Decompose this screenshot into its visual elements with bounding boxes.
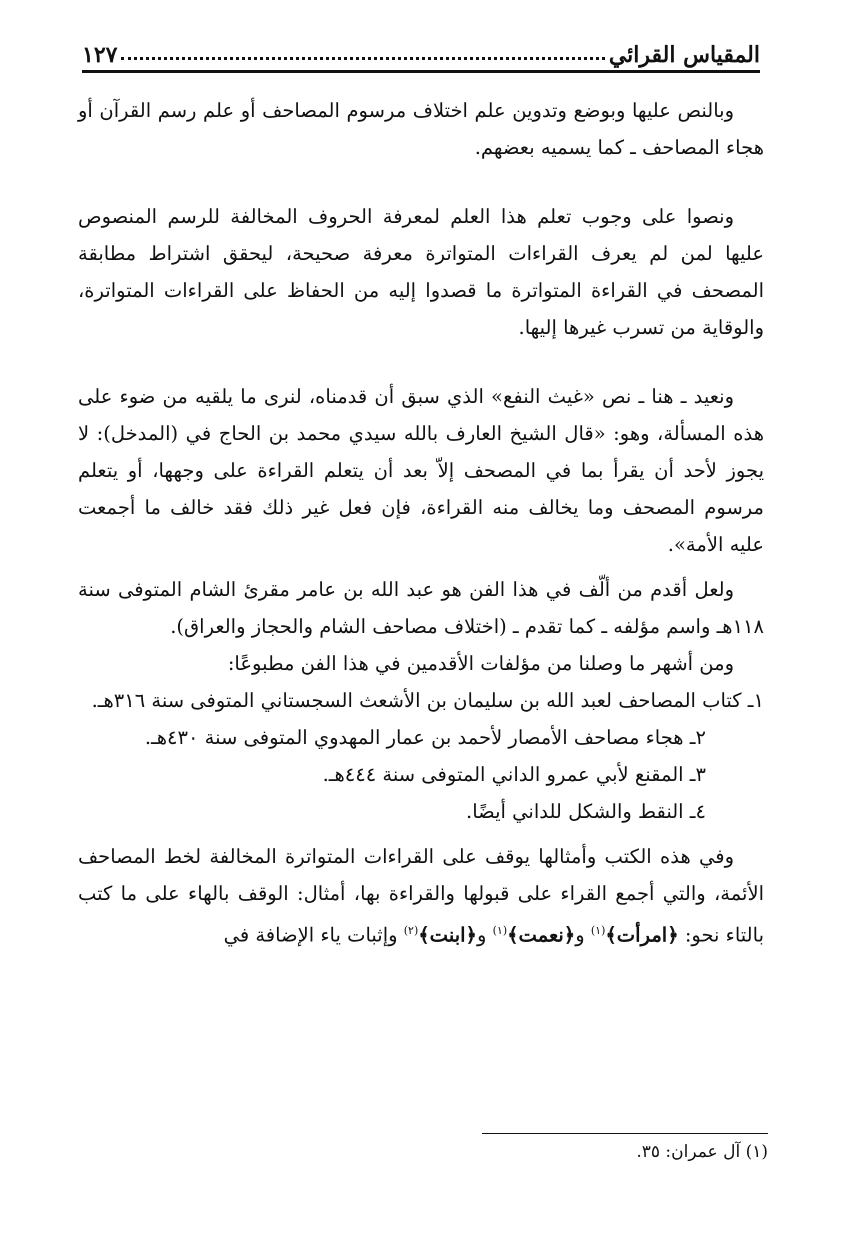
paragraph-5: ومن أشهر ما وصلنا من مؤلفات الأقدمين في هذا الفن مطبوعًا: xyxy=(227,652,734,675)
conjunction-1: و xyxy=(575,923,585,947)
footnote-ref-1: (١) xyxy=(590,924,606,937)
list-item-3: ٣ـ المقنع لأبي عمرو الداني المتوفى سنة ٤٤٤هـ. xyxy=(322,763,706,786)
main-text xyxy=(78,92,764,954)
paragraph-3: ونعيد ـ هنا ـ نص «غيث النفع» الذي سبق أن قدمناه، لنرى ما يلقيه من ضوء على هذه المسألة، وهو: «قال الشيخ العارف بالله سيدي محمد بن الحاج في (المدخل): لا يجوز لأحد أن يقرأ بما في المصحف إلاّ بعد أن يتعلم القراءة على وجهها، أو يتعلم مرسوم المصحف وما يخالف منه القراءة، فإن فعل غير ذلك فقد خالف ما أجمعت عليه الأمة». xyxy=(78,385,764,556)
footnote: (١) آل عمران: ٣٥. xyxy=(636,1142,768,1162)
paragraph-6-end: وإثبات ياء الإضافة في xyxy=(223,923,398,947)
conjunction-2: و xyxy=(476,923,487,947)
page-number: ١٢٧ xyxy=(82,42,118,68)
paragraph-6-text: وفي هذه الكتب وأمثالها يوقف على القراءات المتواترة المخالفة لخط المصاحف الأئمة، والتي أجمع القراء على قبولها والقراءة بها، أمثال: الوقف بالهاء على ما كتب بالتاء نحو: xyxy=(78,845,764,947)
paragraph-2: ونصوا على وجوب تعلم هذا العلم لمعرفة الحروف المخالفة للرسم المنصوص عليها لمن لم يعرف القراءات المتواترة معرفة صحيحة، ليحقق اشتراط مطابقة المصحف في القراءة المتواترة ما قصدوا إليه من الحفاظ على القراءات المتواترة، والوقاية من تسرب غيرها إليها. xyxy=(78,205,764,339)
header-rule xyxy=(82,70,760,73)
paragraph-1: وبالنص عليها وبوضع وتدوين علم اختلاف مرسوم المصاحف أو علم رسم القرآن أو هجاء المصاحف ـ كما يسميه بعضهم. xyxy=(78,99,764,159)
quran-word-3: ﴿ابنت﴾ xyxy=(418,923,477,947)
list-item-2: ٢ـ هجاء مصاحف الأمصار لأحمد بن عمار المهدوي المتوفى سنة ٤٣٠هـ. xyxy=(144,726,706,749)
footnote-ref-2: (١) xyxy=(492,924,508,937)
footnote-ref-3: (٢) xyxy=(403,924,419,937)
paragraph-6 xyxy=(78,838,764,954)
header-dot-leader xyxy=(121,57,604,60)
quran-word-2: ﴿نعمت﴾ xyxy=(507,923,576,947)
list-item-1: ١ـ كتاب المصاحف لعبد الله بن سليمان بن الأشعث السجستاني المتوفى سنة ٣١٦هـ. xyxy=(91,689,764,712)
quran-word-1: ﴿امرأت﴾ xyxy=(605,923,679,947)
running-header xyxy=(82,30,760,68)
footnote-rule xyxy=(482,1133,768,1134)
list-item-4: ٤ـ النقط والشكل للداني أيضًا. xyxy=(466,800,706,823)
header-title: المقياس القرائي xyxy=(608,42,760,68)
paragraph-4: ولعل أقدم من ألّف في هذا الفن هو عبد الله بن عامر مقرئ الشام المتوفى سنة ١١٨هـ واسم مؤلفه ـ كما تقدم ـ (اختلاف مصاحف الشام والحجاز والعراق). xyxy=(78,578,764,638)
